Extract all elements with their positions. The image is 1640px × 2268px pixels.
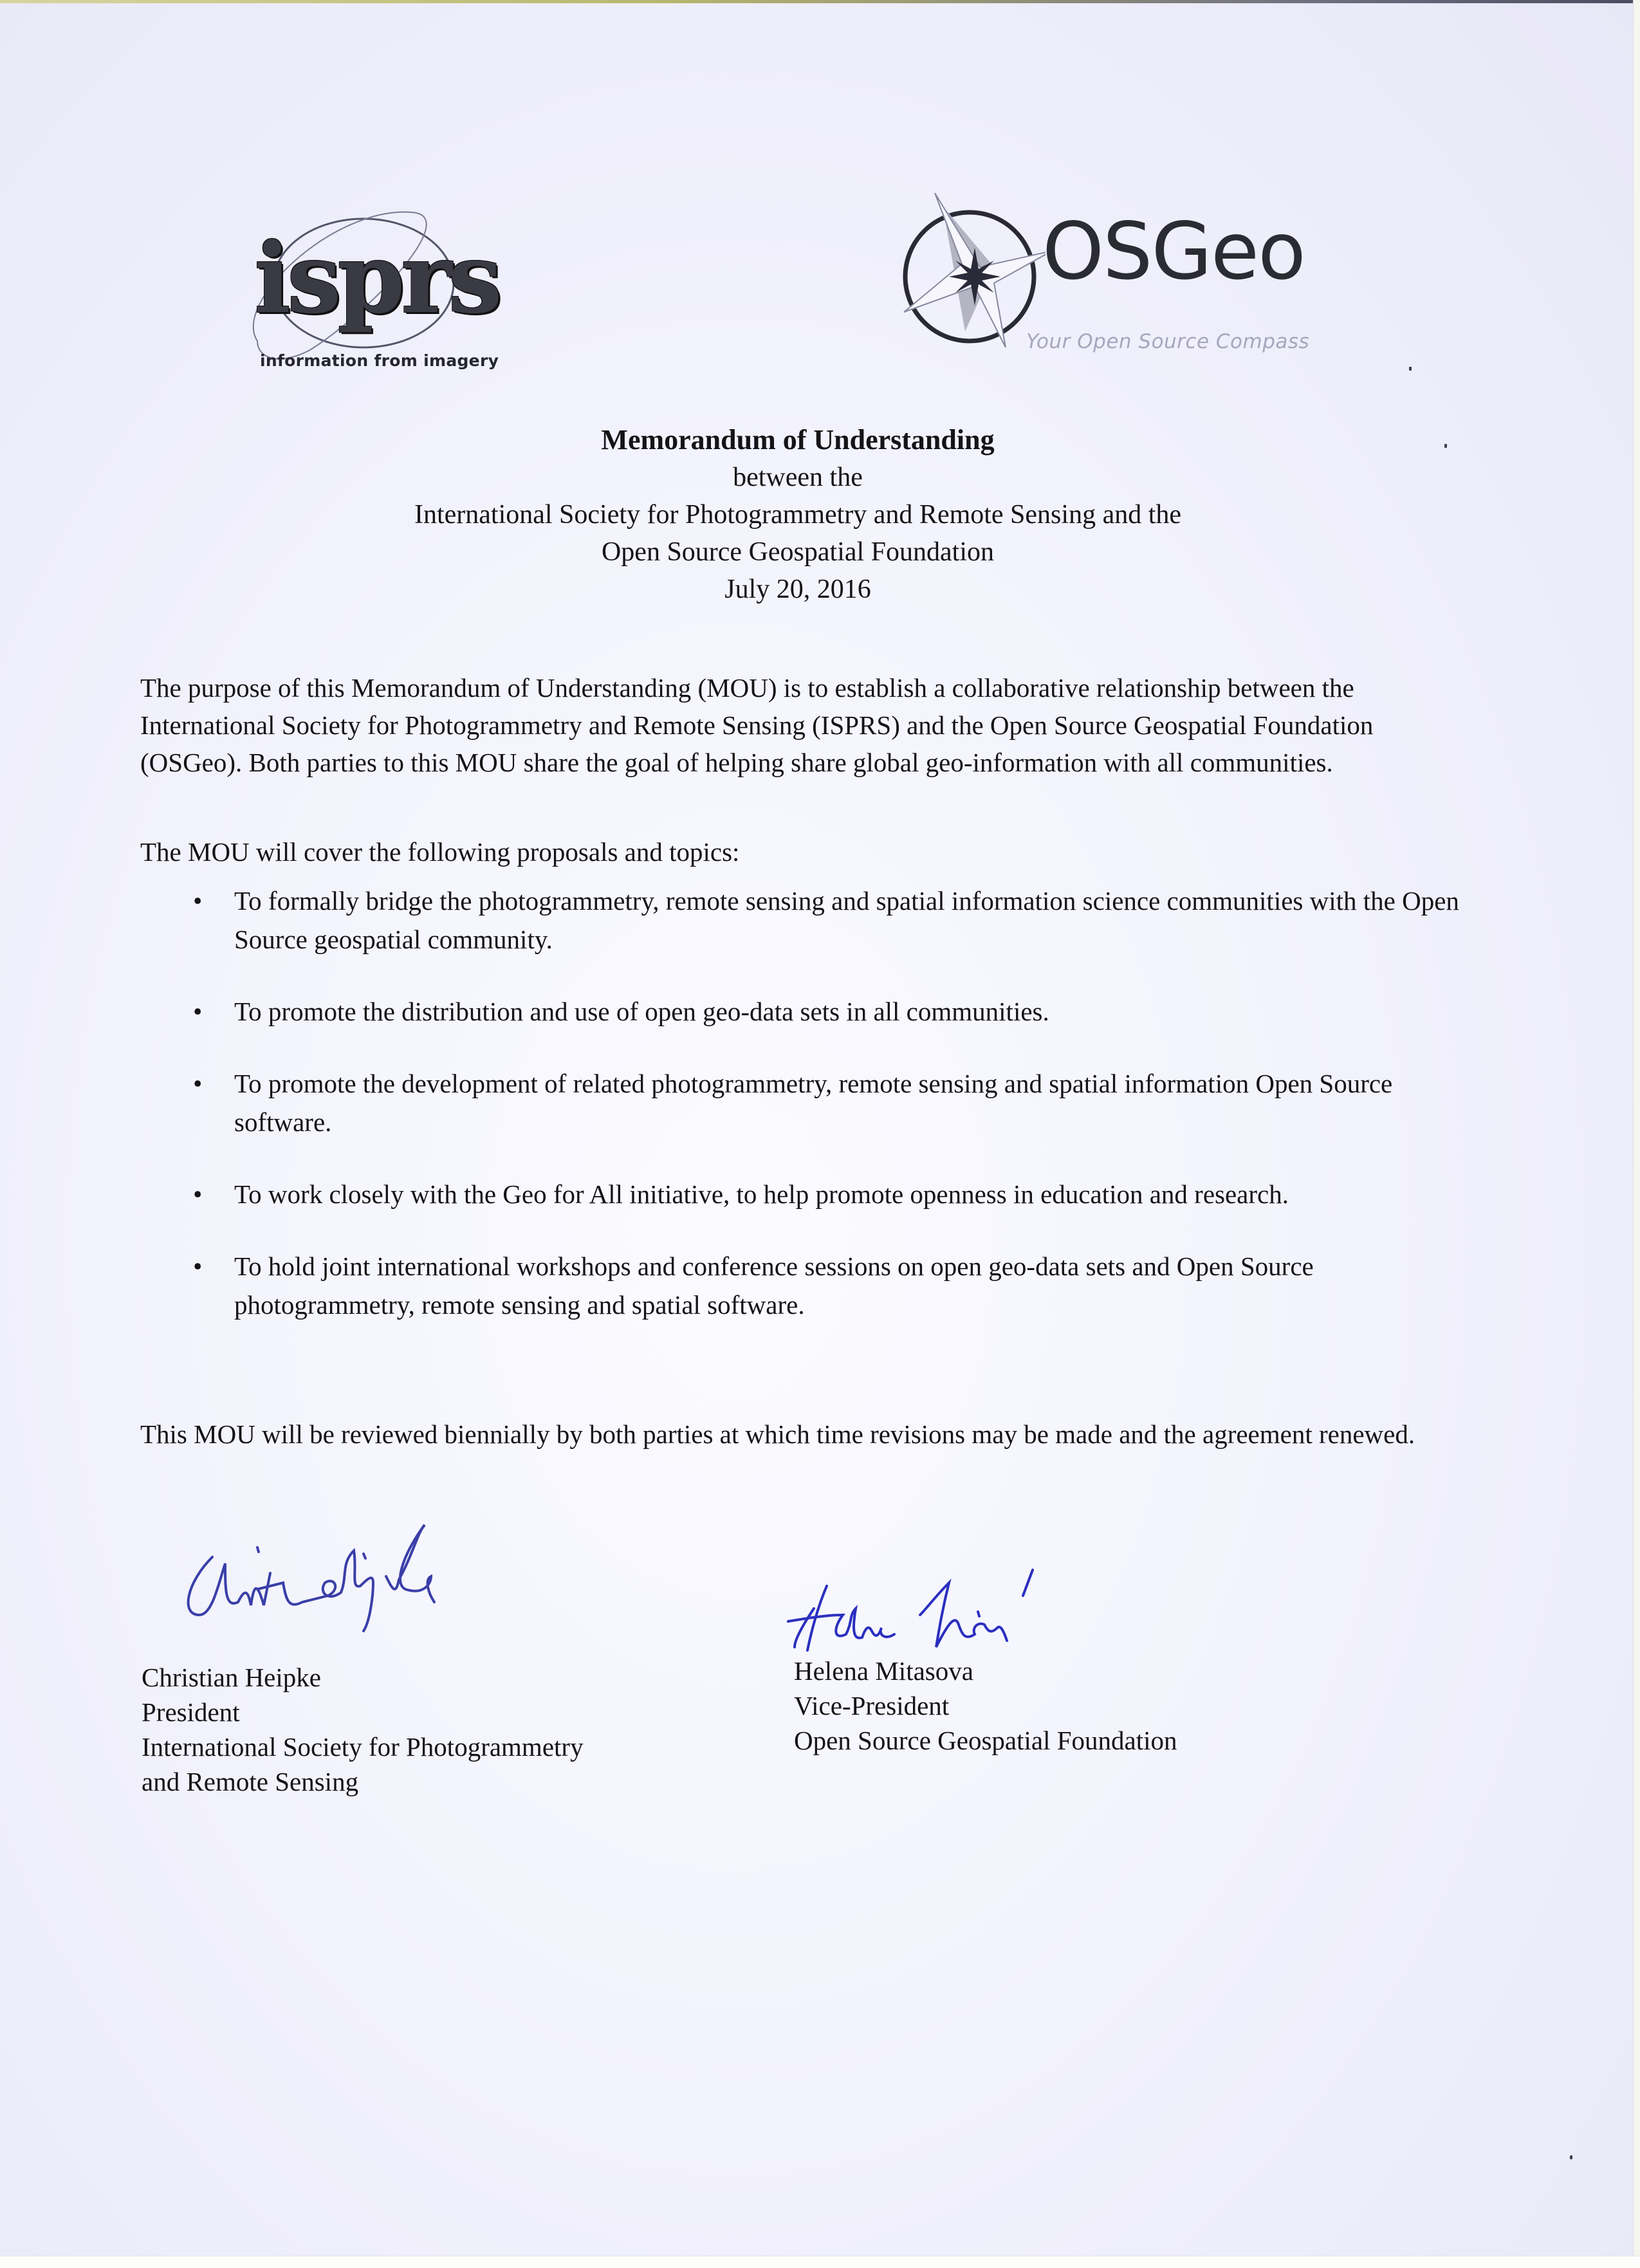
bullet-icon: • xyxy=(193,886,203,916)
topic-text: To work closely with the Geo for All initiative, to help promote openness in education and research. xyxy=(234,1179,1289,1209)
topic-item xyxy=(193,992,1467,1031)
signatory-block-isprs xyxy=(142,1660,584,1799)
scan-top-edge xyxy=(0,0,1640,3)
signatory-title: Vice-President xyxy=(794,1691,950,1720)
document-heading: Memorandum of Understanding xyxy=(601,424,995,456)
topics-list xyxy=(193,881,1467,1358)
scan-bottom-edge xyxy=(0,2256,1640,2268)
purpose-paragraph: The purpose of this Memorandum of Understanding (MOU) is to establish a collaborative relationship between the International Society for Photogrammetry and Remote Sensing (ISPRS) and the Open Source Geospatial Foundation (OSGeo). Both parties to this MOU share the goal of helping share global geo-information with all communities. xyxy=(140,673,1374,777)
osgeo-wordmark: OSGeo xyxy=(1042,206,1305,297)
signatory-name: Helena Mitasova xyxy=(794,1656,973,1686)
signatory-organization: International Society for Photogrammetry xyxy=(142,1732,584,1762)
topic-item xyxy=(193,881,1467,959)
signature-helena-mitasova xyxy=(782,1557,1039,1660)
isprs-logo xyxy=(219,187,521,380)
topic-text: To promote the distribution and use of open geo-data sets in all communities. xyxy=(234,997,1049,1026)
document-date: July 20, 2016 xyxy=(724,575,871,604)
topic-item xyxy=(193,1175,1467,1213)
signatory-organization: Open Source Geospatial Foundation xyxy=(794,1726,1177,1755)
signatory-block-osgeo xyxy=(794,1654,1177,1758)
bullet-icon: • xyxy=(193,1069,203,1098)
bullet-icon: • xyxy=(193,997,203,1026)
document-title-block xyxy=(0,421,1596,608)
compass-icon xyxy=(898,180,1046,347)
topic-item xyxy=(193,1247,1467,1324)
review-paragraph: This MOU will be reviewed biennially by both parties at which time revisions may be made and the agreement renewed. xyxy=(140,1419,1415,1449)
topic-text: To formally bridge the photogrammetry, remote sensing and spatial information science communities with the Open Source geospatial community. xyxy=(234,886,1459,954)
title-line-isprs: International Society for Photogrammetry and Remote Sensing and the xyxy=(414,500,1182,530)
signatory-title: President xyxy=(142,1697,240,1727)
signature-christian-heipke xyxy=(174,1518,624,1647)
bullet-icon: • xyxy=(193,1179,203,1209)
scan-speck xyxy=(1409,367,1412,371)
topic-item xyxy=(193,1064,1467,1141)
topic-text: To hold joint international workshops and conference sessions on open geo-data sets and Open Source photogrammetry, remote sensing and spatial software. xyxy=(234,1251,1314,1320)
scan-speck xyxy=(1444,444,1447,448)
scan-right-edge xyxy=(1633,0,1640,2268)
isprs-tagline: information from imagery xyxy=(260,351,499,370)
isprs-wordmark: isprs xyxy=(254,222,499,335)
title-line-between: between the xyxy=(733,463,863,492)
signatory-organization-cont: and Remote Sensing xyxy=(142,1767,359,1796)
osgeo-tagline: Your Open Source Compass xyxy=(1026,330,1310,353)
bullet-icon: • xyxy=(193,1251,203,1281)
title-line-osgeo: Open Source Geospatial Foundation xyxy=(601,537,995,567)
topic-text: To promote the development of related photogrammetry, remote sensing and spatial information Open Source software. xyxy=(234,1069,1393,1137)
signatory-name: Christian Heipke xyxy=(142,1663,321,1692)
scan-speck xyxy=(1570,2155,1572,2159)
osgeo-logo xyxy=(898,180,1348,367)
topics-intro: The MOU will cover the following proposals and topics: xyxy=(140,837,740,867)
